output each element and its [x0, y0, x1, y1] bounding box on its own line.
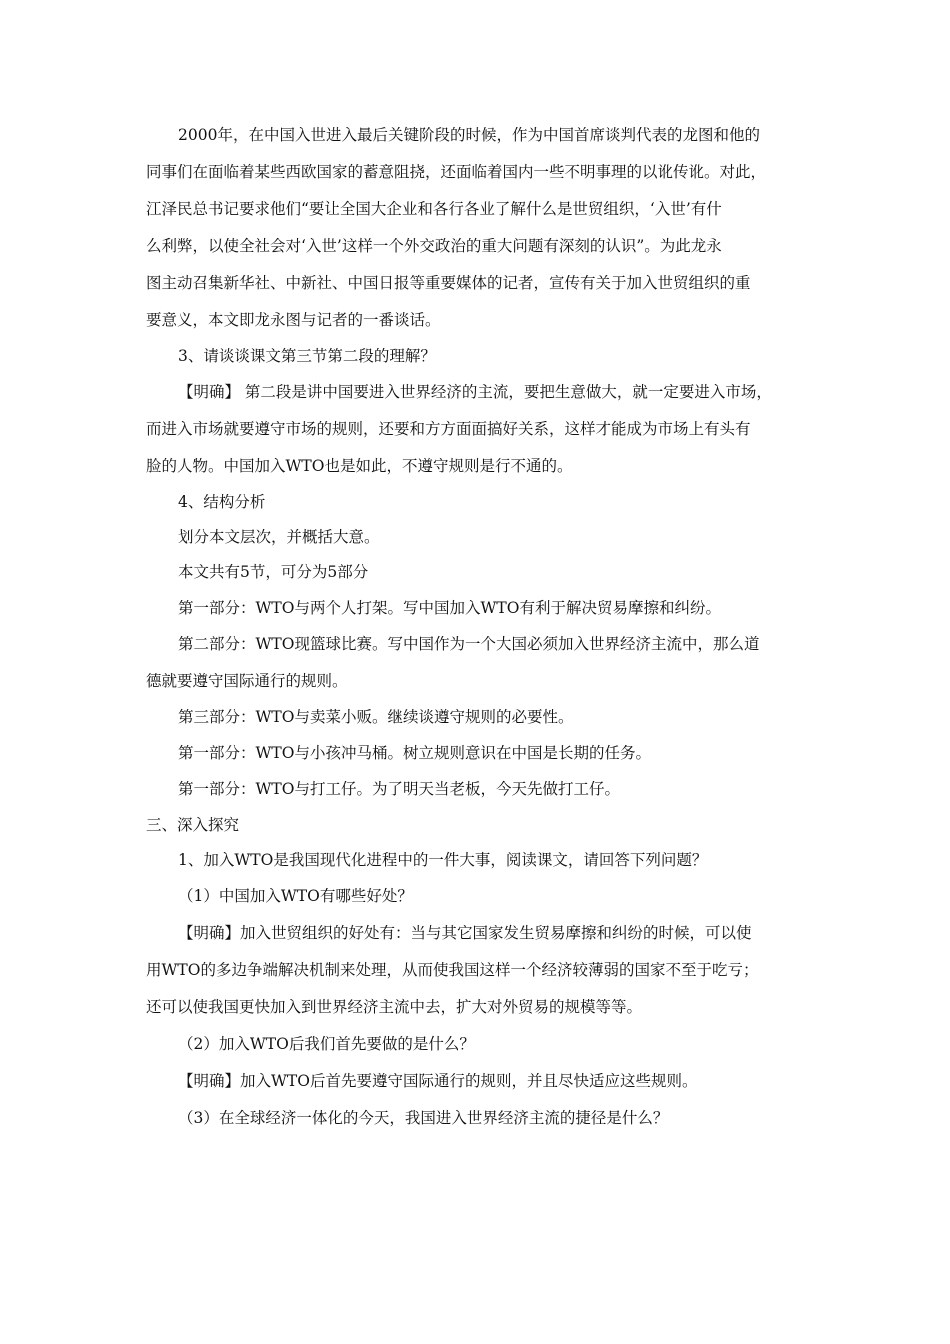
- question-line: 1、加入WTO是我国现代化进程中的一件大事，阅读课文，请回答下列问题？: [178, 851, 708, 869]
- answer-line: 脸的人物。中国加入WTO也是如此，不遵守规则是行不通的。: [146, 457, 573, 475]
- question-line: （3）在全球经济一体化的今天，我国进入世界经济主流的捷径是什么？: [178, 1109, 669, 1127]
- question-line: （2）加入WTO后我们首先要做的是什么？: [178, 1035, 475, 1053]
- paragraph-line: 2000年，在中国入世进入最后关键阶段的时候，作为中国首席谈判代表的龙图和他的: [178, 126, 760, 144]
- part-line: 第一部分：WTO与打工仔。为了明天当老板，今天先做打工仔。: [178, 780, 620, 798]
- answer-line: 用WTO的多边争端解决机制来处理，从而使我国这样一个经济较薄弱的国家不至于吃亏；: [146, 961, 759, 979]
- answer-line: 【明确】加入WTO后首先要遵守国际通行的规则，并且尽快适应这些规则。: [178, 1072, 698, 1090]
- part-line: 第三部分：WTO与卖菜小贩。继续谈遵守规则的必要性。: [178, 708, 574, 726]
- answer-line: 【明确】 第二段是讲中国要进入世界经济的主流，要把生意做大，就一定要进入市场，: [178, 383, 772, 401]
- paragraph-line: 划分本文层次，并概括大意。: [178, 528, 380, 546]
- answer-line: 还可以使我国更快加入到世界经济主流中去，扩大对外贸易的规模等等。: [146, 998, 643, 1016]
- paragraph-line: 图主动召集新华社、中新社、中国日报等重要媒体的记者，宣传有关于加入世贸组织的重: [146, 274, 751, 292]
- paragraph-line: 同事们在面临着某些西欧国家的蓄意阻挠，还面临着国内一些不明事理的以讹传讹。对此，: [146, 163, 767, 181]
- question-heading: 3、请谈谈课文第三节第二段的理解？: [178, 347, 436, 365]
- answer-line: 而进入市场就要遵守市场的规则，还要和方方面面搞好关系，这样才能成为市场上有头有: [146, 420, 751, 438]
- section-heading: 4、结构分析: [178, 493, 266, 511]
- part-line: 第一部分：WTO与两个人打架。写中国加入WTO有利于解决贸易摩擦和纠纷。: [178, 599, 721, 617]
- part-line: 第一部分：WTO与小孩冲马桶。树立规则意识在中国是长期的任务。: [178, 744, 651, 762]
- paragraph-line: 本文共有5节，可分为5部分: [178, 563, 369, 581]
- part-line: 第二部分：WTO现篮球比赛。写中国作为一个大国必须加入世界经济主流中，那么道: [178, 635, 760, 653]
- paragraph-line: 江泽民总书记要求他们“要让全国大企业和各行各业了解什么是世贸组织，‘入世’有什: [146, 200, 722, 218]
- question-line: （1）中国加入WTO有哪些好处？: [178, 887, 413, 905]
- answer-line: 【明确】加入世贸组织的好处有：当与其它国家发生贸易摩擦和纠纷的时候，可以使: [178, 924, 752, 942]
- part-line: 德就要遵守国际通行的规则。: [146, 672, 348, 690]
- section-heading: 三、深入探究: [146, 816, 240, 834]
- paragraph-line: 要意义，本文即龙永图与记者的一番谈话。: [146, 311, 441, 329]
- paragraph-line: 么利弊，以使全社会对‘入世’这样一个外交政治的重大问题有深刻的认识”。为此龙永: [146, 237, 722, 255]
